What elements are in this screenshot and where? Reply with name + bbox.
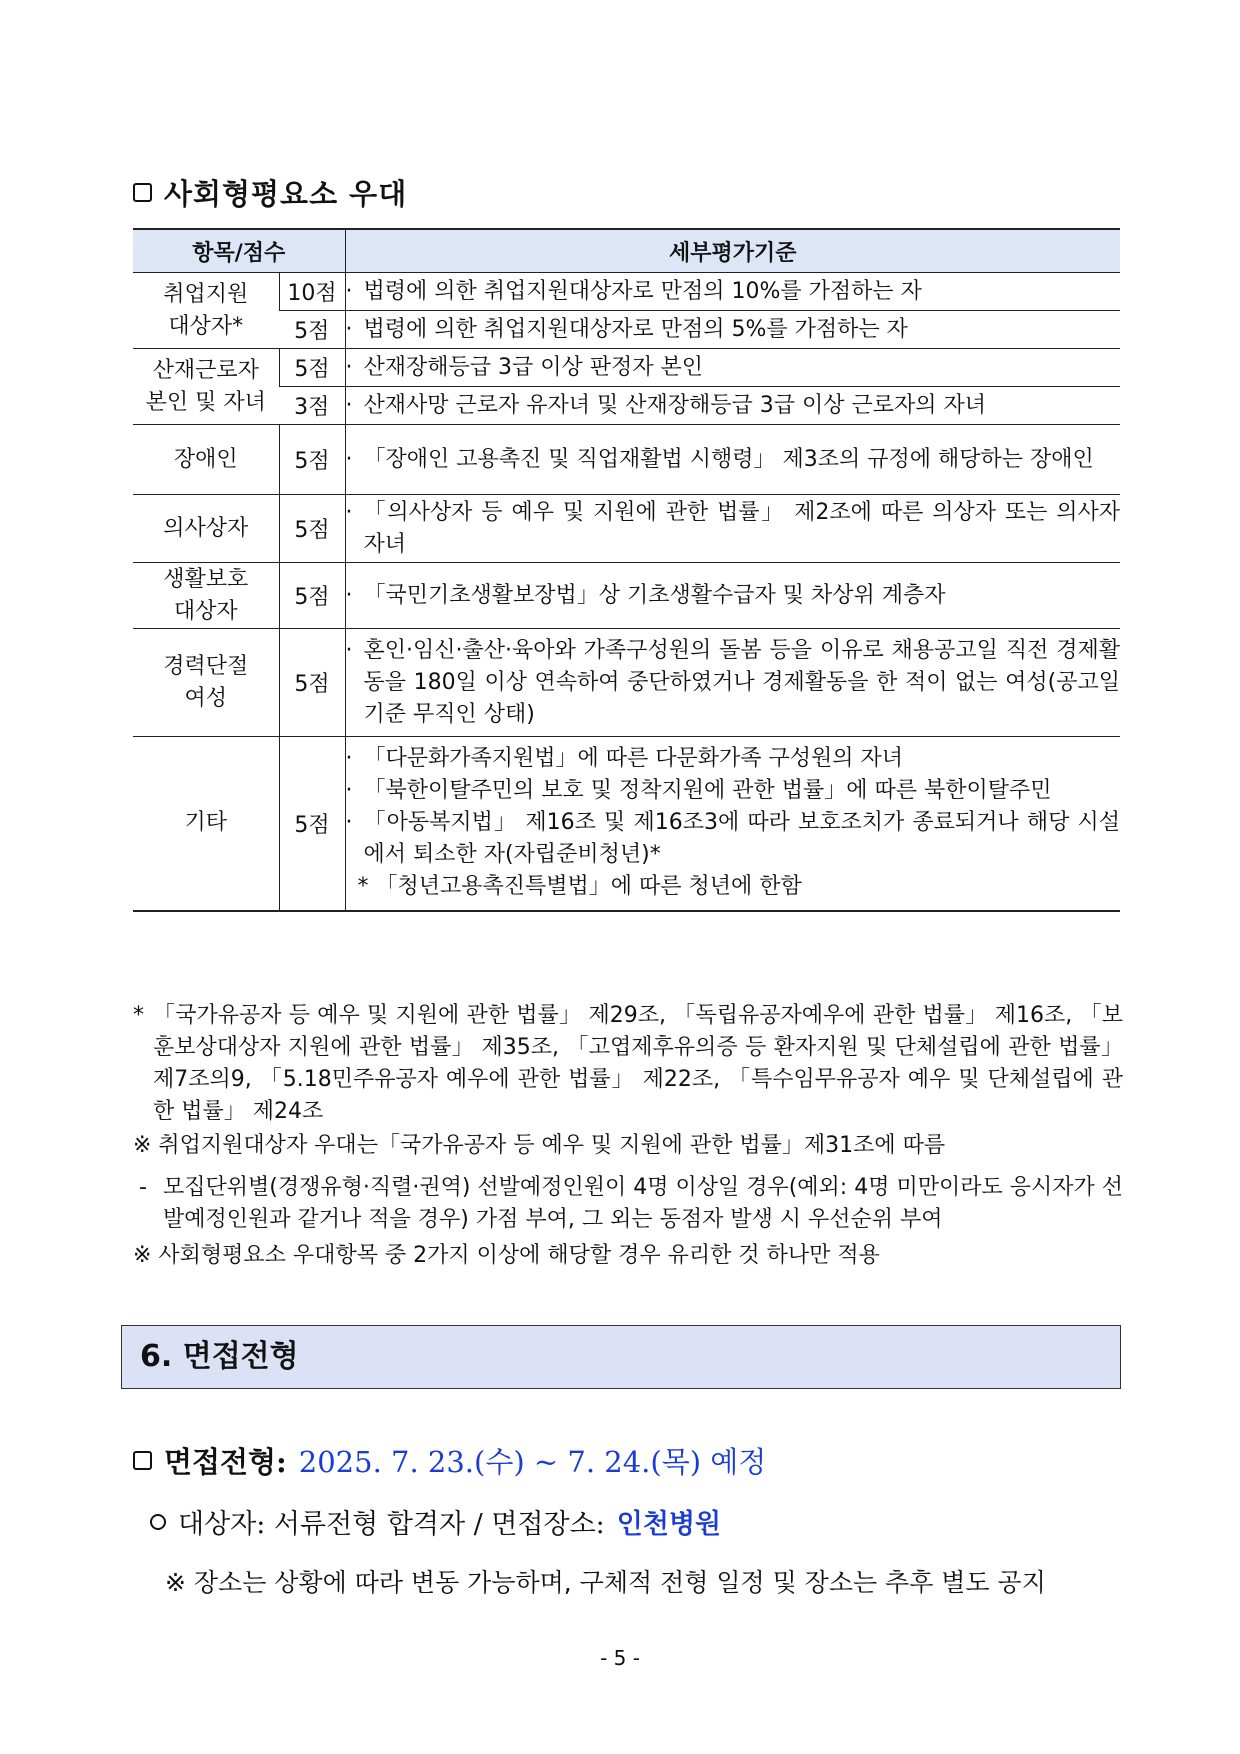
circle-bullet-icon xyxy=(150,1514,166,1530)
bullet-text: 「아동복지법」 제16조 및 제16조3에 따라 보호조치가 종료되거나 해당 시설에서 퇴소한 자(자립준비청년)* xyxy=(363,810,1120,868)
criteria-description xyxy=(345,495,1120,563)
bullet-mark: · xyxy=(345,499,353,525)
criteria-bullet xyxy=(346,775,1120,807)
item-line: 장애인 xyxy=(173,446,238,472)
item-line: 대상자* xyxy=(168,313,244,339)
criteria-item xyxy=(133,273,279,349)
criteria-bullet xyxy=(346,352,1120,384)
item-line: 대상자 xyxy=(173,598,238,624)
bullet-text: 산재장해등급 3급 이상 판정자 본인 xyxy=(363,354,704,380)
item-line: 생활보호 xyxy=(163,566,249,592)
criteria-bullet xyxy=(346,314,1120,346)
tiebreak-text: 모집단위별(경쟁유형·직렬·권역) 선발예정인원이 4명 이상일 경우(예외: 4명 미만이라도 응시자가 선발예정인원과 같거나 적을 경우) 가점 부여, 그 외는 동점자 발생 시 우선순위 부여 xyxy=(163,1175,1123,1232)
criteria-description xyxy=(345,273,1120,311)
interview-place: 인천병원 xyxy=(616,1509,722,1540)
tiebreak-note xyxy=(133,1172,1123,1236)
asterisk-mark: * xyxy=(133,1003,144,1028)
bullet-mark: · xyxy=(345,316,353,342)
item-line: 산재근로자 xyxy=(152,357,259,383)
single-apply-note: ※ 사회형평요소 우대항목 중 2가지 이상에 해당할 경우 유리한 것 하나만 적용 xyxy=(133,1243,880,1268)
bullet-mark: · xyxy=(345,278,353,304)
table-row xyxy=(133,495,1120,563)
item-line: 경력단절 xyxy=(163,653,249,679)
dash-mark: - xyxy=(139,1175,147,1200)
criteria-description xyxy=(345,349,1120,387)
section-title: 사회형평요소 우대 xyxy=(164,177,408,211)
preference-basis-note: ※ 취업지원대상자 우대는「국가유공자 등 예우 및 지원에 관한 법률」제31조에 따름 xyxy=(133,1133,946,1158)
interview-schedule xyxy=(133,1440,766,1481)
criteria-bullet xyxy=(346,807,1120,871)
criteria-bullet xyxy=(346,743,1120,775)
criteria-score: 5점 xyxy=(279,563,345,629)
table-header-row xyxy=(133,229,1120,273)
bullet-mark: · xyxy=(345,746,353,772)
table-row xyxy=(133,387,1120,425)
criteria-bullet xyxy=(346,497,1120,561)
criteria-score: 5점 xyxy=(279,311,345,349)
bullet-mark: · xyxy=(345,354,353,380)
criteria-item xyxy=(133,629,279,737)
law-list-text: 「국가유공자 등 예우 및 지원에 관한 법률」 제29조, 「독립유공자예우에 관한 법률」 제16조, 「보훈보상대상자 지원에 관한 법률」 제35조, 「고엽제후유의증 등 환자지원 및 단체설립에 관한 법률」 제7조의9, 「5.18민주유공자 예우에 관한 법률」 제22조, 「특수임무유공자 예우 및 단체설립에 관한 법률」 제24조 xyxy=(153,1003,1123,1124)
criteria-item xyxy=(133,737,279,911)
criteria-score: 5점 xyxy=(279,349,345,387)
criteria-description xyxy=(345,563,1120,629)
page-number: - 5 - xyxy=(600,1646,640,1670)
bullet-mark: · xyxy=(345,392,353,418)
criteria-description xyxy=(345,737,1120,911)
bullet-mark: · xyxy=(345,582,353,608)
bullet-mark: · xyxy=(345,810,353,836)
criteria-score: 10점 xyxy=(279,273,345,311)
bullet-text: 「의사상자 등 예우 및 지원에 관한 법률」 제2조에 따른 의상자 또는 의사자 자녀 xyxy=(363,499,1120,557)
table-row xyxy=(133,563,1120,629)
criteria-bullet xyxy=(346,635,1120,731)
bullet-text: 「장애인 고용촉진 및 직업재활법 시행령」 제3조의 규정에 해당하는 장애인 xyxy=(363,446,1094,472)
table-row xyxy=(133,349,1120,387)
table-row xyxy=(133,629,1120,737)
criteria-table xyxy=(133,228,1120,912)
criteria-bullet xyxy=(346,444,1120,476)
criteria-score: 5점 xyxy=(279,425,345,495)
interview-date: 2025. 7. 23.(수) ~ 7. 24.(목) 예정 xyxy=(298,1445,767,1479)
bullet-text: 「국민기초생활보장법」상 기초생활수급자 및 차상위 계층자 xyxy=(363,582,946,608)
table-row xyxy=(133,273,1120,311)
youth-note: * 「청년고용촉진특별법」에 따른 청년에 한함 xyxy=(357,874,802,900)
place-change-note: ※ 장소는 상황에 따라 변동 가능하며, 구체적 전형 일정 및 장소는 추후 별도 공지 xyxy=(165,1568,1046,1597)
bullet-mark: · xyxy=(345,446,353,472)
criteria-item xyxy=(133,349,279,425)
criteria-description xyxy=(345,425,1120,495)
interview-label: 면접전형: xyxy=(164,1445,287,1479)
law-list-note xyxy=(133,1000,1123,1128)
criteria-description xyxy=(345,311,1120,349)
criteria-item xyxy=(133,495,279,563)
criteria-description xyxy=(345,629,1120,737)
target-label: 대상자: 서류전형 합격자 / 면접장소: xyxy=(178,1509,605,1540)
criteria-score: 5점 xyxy=(279,629,345,737)
bullet-text: 산재사망 근로자 유자녀 및 산재장해등급 3급 이상 근로자의 자녀 xyxy=(363,392,987,418)
header-detail-criteria: 세부평가기준 xyxy=(345,229,1120,273)
interview-target xyxy=(150,1502,721,1541)
item-line: 여성 xyxy=(184,685,227,711)
section-6-bar: 6. 면접전형 xyxy=(121,1325,1121,1389)
header-item-score: 항목/점수 xyxy=(133,229,345,273)
criteria-bullet xyxy=(346,580,1120,612)
item-line: 기타 xyxy=(184,810,227,836)
bullet-text: 「다문화가족지원법」에 따른 다문화가족 구성원의 자녀 xyxy=(363,746,904,772)
criteria-description xyxy=(345,387,1120,425)
table-row xyxy=(133,425,1120,495)
criteria-score: 5점 xyxy=(279,737,345,911)
bullet-text: 법령에 의한 취업지원대상자로 만점의 5%를 가점하는 자 xyxy=(363,316,908,342)
bullet-text: 혼인·임신·출산·육아와 가족구성원의 돌봄 등을 이유로 채용공고일 직전 경제활동을 180일 이상 연속하여 중단하였거나 경제활동을 한 적이 없는 여성(공고일 기준 무직인 상태) xyxy=(363,637,1120,727)
bullet-mark: · xyxy=(345,778,353,804)
bullet-mark: · xyxy=(345,637,353,663)
item-line: 본인 및 자녀 xyxy=(145,389,266,415)
item-line: 의사상자 xyxy=(163,515,249,541)
criteria-bullet xyxy=(346,390,1120,422)
bullet-text: 「북한이탈주민의 보호 및 정착지원에 관한 법률」에 따른 북한이탈주민 xyxy=(363,778,1052,804)
criteria-item xyxy=(133,425,279,495)
checkbox-square-icon xyxy=(133,183,152,202)
bullet-text: 법령에 의한 취업지원대상자로 만점의 10%를 가점하는 자 xyxy=(363,278,922,304)
checkbox-square-icon xyxy=(133,1451,152,1470)
item-line: 취업지원 xyxy=(163,281,249,307)
section-heading xyxy=(133,172,407,213)
criteria-score: 3점 xyxy=(279,387,345,425)
table-row xyxy=(133,737,1120,911)
notes-block xyxy=(133,1000,1123,1272)
table-row xyxy=(133,311,1120,349)
criteria-item xyxy=(133,563,279,629)
criteria-bullet xyxy=(346,276,1120,308)
criteria-score: 5점 xyxy=(279,495,345,563)
